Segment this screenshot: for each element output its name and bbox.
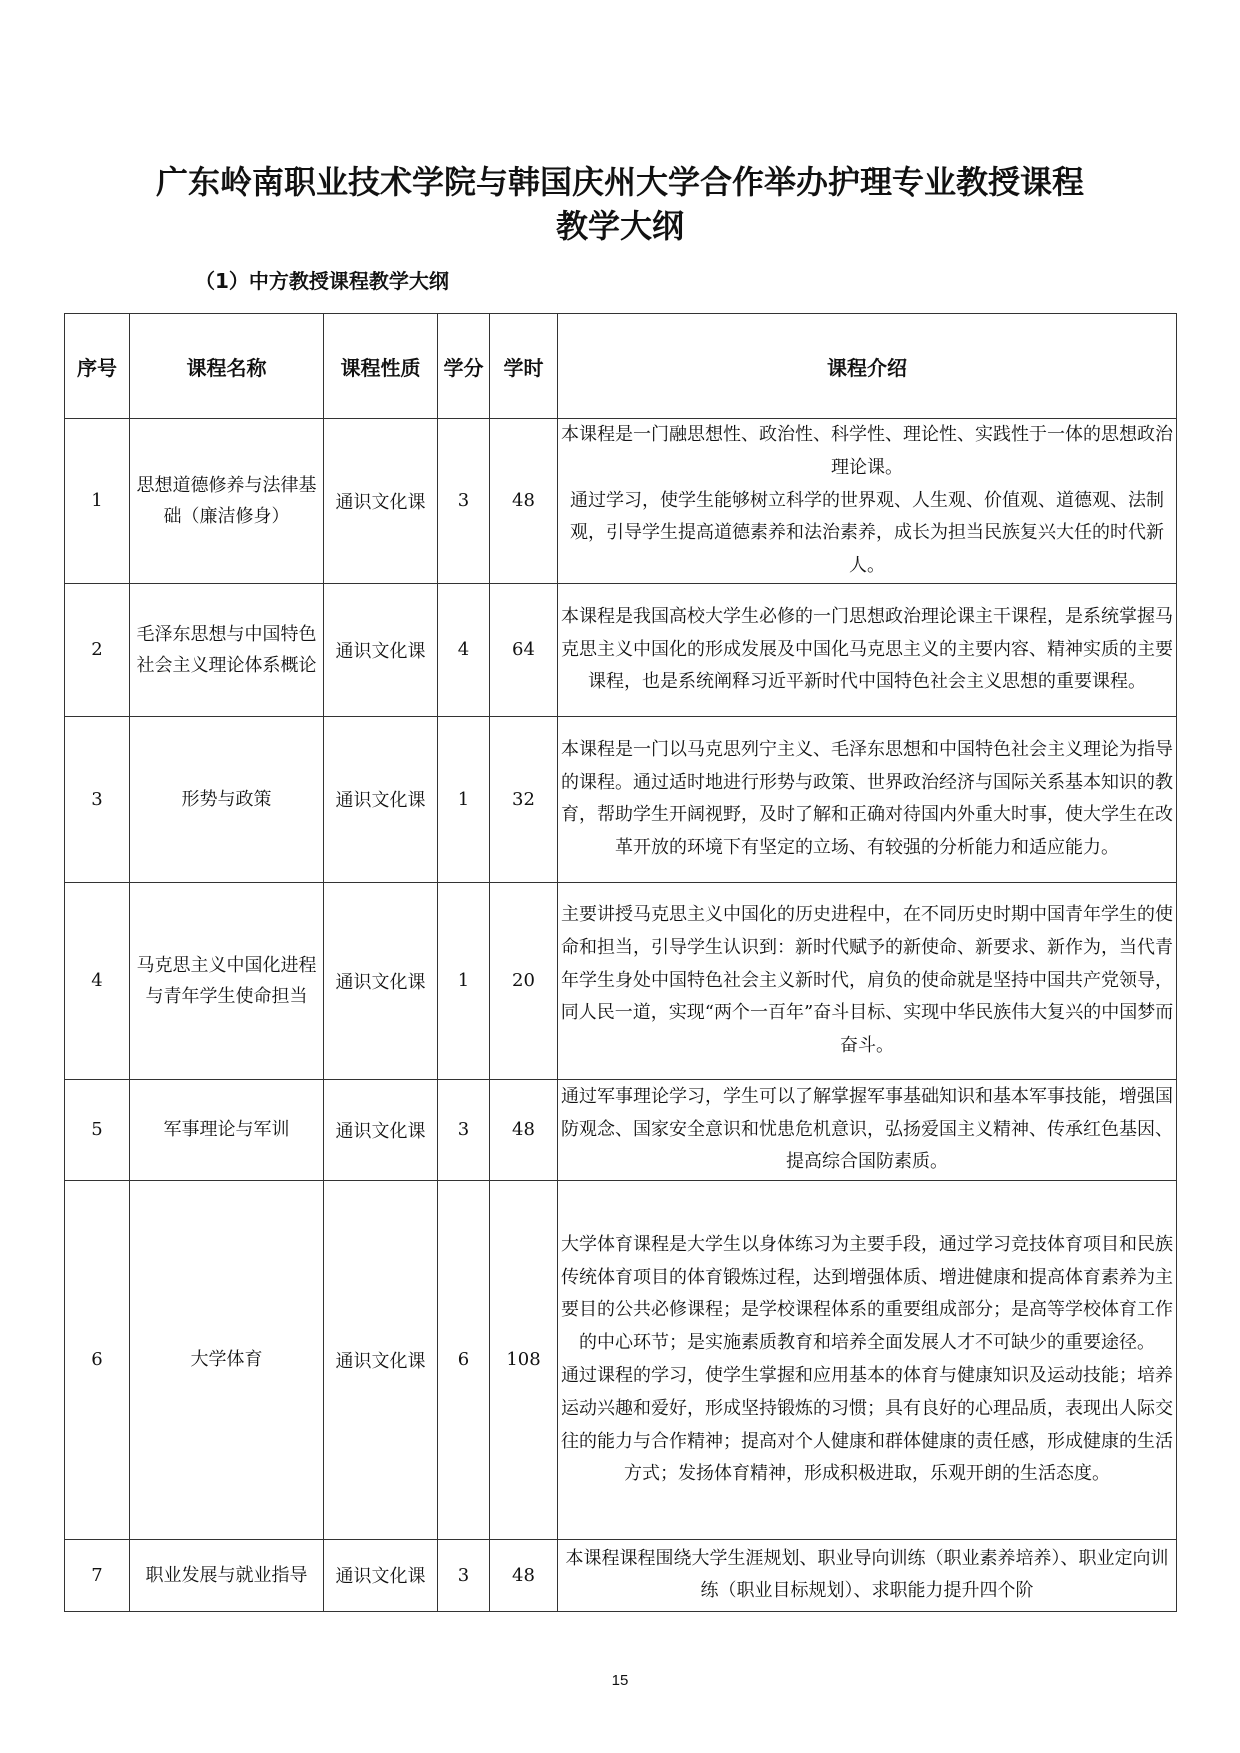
cell-credits: 6: [438, 1180, 490, 1539]
cell-type: 通识文化课: [324, 882, 438, 1079]
cell-hours: 108: [490, 1180, 558, 1539]
cell-hours: 48: [490, 419, 558, 584]
table-row: [65, 716, 1177, 882]
table-row: [65, 583, 1177, 716]
header-hours: 学时: [490, 314, 558, 419]
cell-no: 5: [65, 1079, 130, 1180]
cell-credits: 3: [438, 419, 490, 584]
cell-type: 通识文化课: [324, 419, 438, 584]
intro-paragraph: 本课程是一门以马克思列宁主义、毛泽东思想和中国特色社会主义理论为指导的课程。通过适时地进行形势与政策、世界政治经济与国际关系基本知识的教育，帮助学生开阔视野，及时了解和正确对待国内外重大时事，使大学生在改革开放的环境下有坚定的立场、有较强的分析能力和适应能力。: [561, 738, 1173, 859]
cell-type: 通识文化课: [324, 716, 438, 882]
cell-no: 1: [65, 419, 130, 584]
cell-intro: [558, 1079, 1177, 1180]
intro-paragraph: 本课程课程围绕大学生涯规划、职业导向训练（职业素养培养）、职业定向训练（职业目标规划）、求职能力提升四个阶: [565, 1547, 1169, 1602]
cell-name: 马克思主义中国化进程与青年学生使命担当: [130, 882, 324, 1079]
header-no: 序号: [65, 314, 130, 419]
table-row: [65, 1180, 1177, 1539]
cell-credits: 3: [438, 1079, 490, 1180]
intro-paragraph: 大学体育课程是大学生以身体练习为主要手段，通过学习竞技体育项目和民族传统体育项目的体育锻炼过程，达到增强体质、增进健康和提高体育素养为主要目的公共必修课程；是学校课程体系的重要组成部分；是高等学校体育工作的中心环节；是实施素质教育和培养全面发展人才不可缺少的重要途径。: [561, 1233, 1173, 1354]
cell-name: 毛泽东思想与中国特色社会主义理论体系概论: [130, 583, 324, 716]
section-heading: （1）中方教授课程教学大纲: [195, 269, 449, 293]
cell-type: 通识文化课: [324, 1079, 438, 1180]
intro-paragraph: 本课程是我国高校大学生必修的一门思想政治理论课主干课程，是系统掌握马克思主义中国化的形成发展及中国化马克思主义的主要内容、精神实质的主要课程，也是系统阐释习近平新时代中国特色社会主义思想的重要课程。: [561, 605, 1173, 693]
table-header-row: [65, 314, 1177, 419]
cell-intro: [558, 419, 1177, 584]
document-title-line2: 教学大纲: [555, 207, 684, 245]
cell-no: 2: [65, 583, 130, 716]
cell-name: 军事理论与军训: [130, 1079, 324, 1180]
cell-name: 大学体育: [130, 1180, 324, 1539]
document-title-line1: 广东岭南职业技术学院与韩国庆州大学合作举办护理专业教授课程: [155, 163, 1084, 201]
cell-hours: 64: [490, 583, 558, 716]
cell-hours: 20: [490, 882, 558, 1079]
cell-type: 通识文化课: [324, 1539, 438, 1611]
table-row: [65, 882, 1177, 1079]
cell-intro: [558, 716, 1177, 882]
intro-paragraph: 通过军事理论学习，学生可以了解掌握军事基础知识和基本军事技能，增强国防观念、国家安全意识和忧患危机意识，弘扬爱国主义精神、传承红色基因、提高综合国防素质。: [561, 1085, 1173, 1173]
cell-hours: 48: [490, 1539, 558, 1611]
cell-credits: 3: [438, 1539, 490, 1611]
cell-hours: 48: [490, 1079, 558, 1180]
cell-credits: 4: [438, 583, 490, 716]
table-row: [65, 1079, 1177, 1180]
cell-intro: [558, 1180, 1177, 1539]
table-row: [65, 419, 1177, 584]
header-credits: 学分: [438, 314, 490, 419]
cell-intro: [558, 1539, 1177, 1611]
intro-paragraph: 通过学习，使学生能够树立科学的世界观、人生观、价值观、道德观、法制观，引导学生提高道德素养和法治素养，成长为担当民族复兴大任的时代新人。: [570, 489, 1164, 577]
intro-paragraph: 通过课程的学习，使学生掌握和应用基本的体育与健康知识及运动技能；培养运动兴趣和爱好，形成坚持锻炼的习惯；具有良好的心理品质，表现出人际交往的能力与合作精神；提高对个人健康和群体健康的责任感，形成健康的生活方式；发扬体育精神，形成积极进取，乐观开朗的生活态度。: [561, 1364, 1173, 1485]
cell-name: 思想道德修养与法律基础（廉洁修身）: [130, 419, 324, 584]
cell-no: 4: [65, 882, 130, 1079]
cell-type: 通识文化课: [324, 1180, 438, 1539]
cell-type: 通识文化课: [324, 583, 438, 716]
page-number: 15: [611, 1672, 629, 1689]
table-row: [65, 1539, 1177, 1611]
header-intro: 课程介绍: [558, 314, 1177, 419]
cell-credits: 1: [438, 716, 490, 882]
cell-intro: [558, 882, 1177, 1079]
intro-paragraph: 主要讲授马克思主义中国化的历史进程中，在不同历史时期中国青年学生的使命和担当，引导学生认识到：新时代赋予的新使命、新要求、新作为，当代青年学生身处中国特色社会主义新时代，肩负的使命就是坚持中国共产党领导，同人民一道，实现“两个一百年”奋斗目标、实现中华民族伟大复兴的中国梦而奋斗。: [560, 903, 1174, 1057]
cell-name: 职业发展与就业指导: [130, 1539, 324, 1611]
cell-no: 7: [65, 1539, 130, 1611]
cell-no: 3: [65, 716, 130, 882]
cell-credits: 1: [438, 882, 490, 1079]
intro-paragraph: 本课程是一门融思想性、政治性、科学性、理论性、实践性于一体的思想政治理论课。: [561, 424, 1173, 478]
cell-intro: [558, 583, 1177, 716]
cell-name: 形势与政策: [130, 716, 324, 882]
cell-hours: 32: [490, 716, 558, 882]
header-name: 课程名称: [130, 314, 324, 419]
syllabus-table: [64, 313, 1177, 1612]
header-type: 课程性质: [324, 314, 438, 419]
cell-no: 6: [65, 1180, 130, 1539]
